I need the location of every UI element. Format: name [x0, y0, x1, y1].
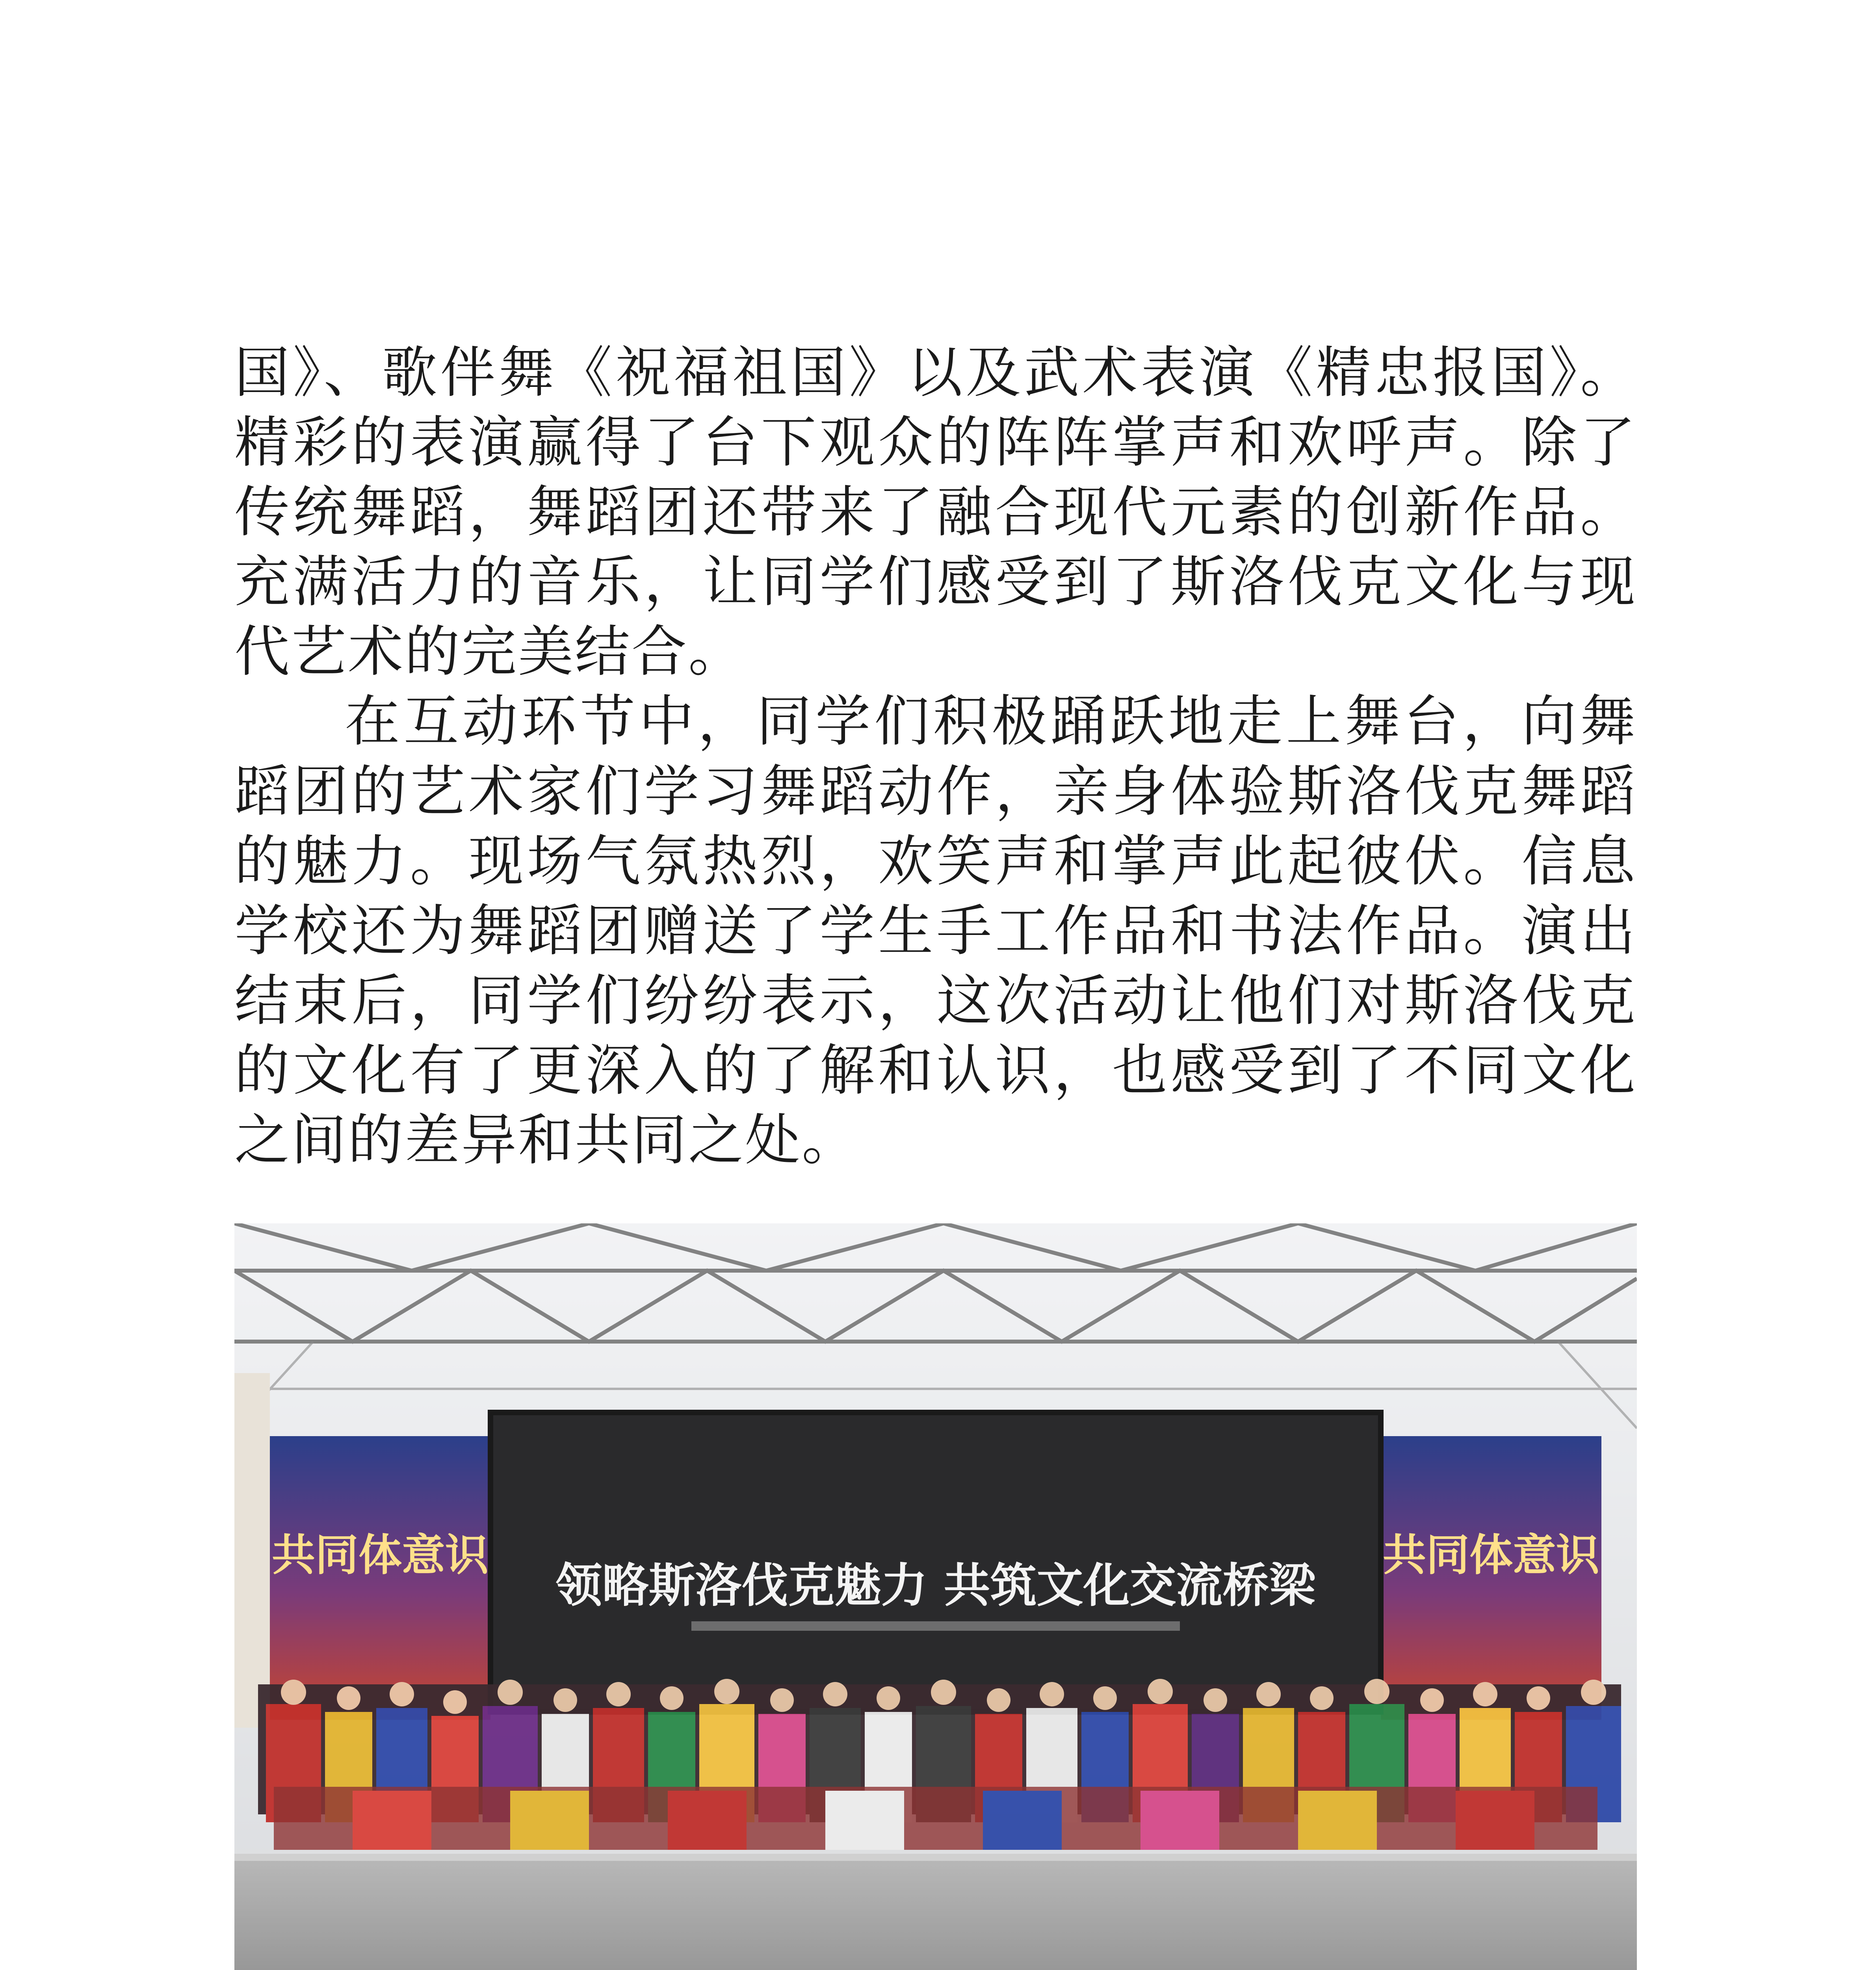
paragraph-interaction: 在互动环节中，同学们积极踊跃地走上舞台，向舞蹈团的艺术家们学习舞蹈动作，亲身体验斯洛伐克舞蹈的魅力。现场气氛热烈，欢笑声和掌声此起彼伏。信息学校还为舞蹈团赠送了学生手工作品和书法作品。演出结束后，同学们纷纷表示，这次活动让他们对斯洛伐克的文化有了更深入的了解和认识，也感受到了不同文化之间的差异和共同之处。: [234, 690, 1637, 1173]
group-photo: [234, 1223, 1637, 1970]
screen-title: 领略斯洛伐克魅力 共筑文化交流桥梁: [555, 1558, 1316, 1613]
right-banner-slogan: 共同体意识: [1383, 1530, 1599, 1580]
paragraph-continuation: 国》、歌伴舞《祝福祖国》以及武术表演《精忠报国》。精彩的表演赢得了台下观众的阵阵掌声和欢呼声。除了传统舞蹈，舞蹈团还带来了融合现代元素的创新作品。充满活力的音乐，让同学们感受到了斯洛伐克文化与现代艺术的完美结合。: [234, 341, 1637, 684]
left-banner-slogan: 共同体意识: [272, 1530, 489, 1580]
body-text: [234, 338, 1637, 1175]
